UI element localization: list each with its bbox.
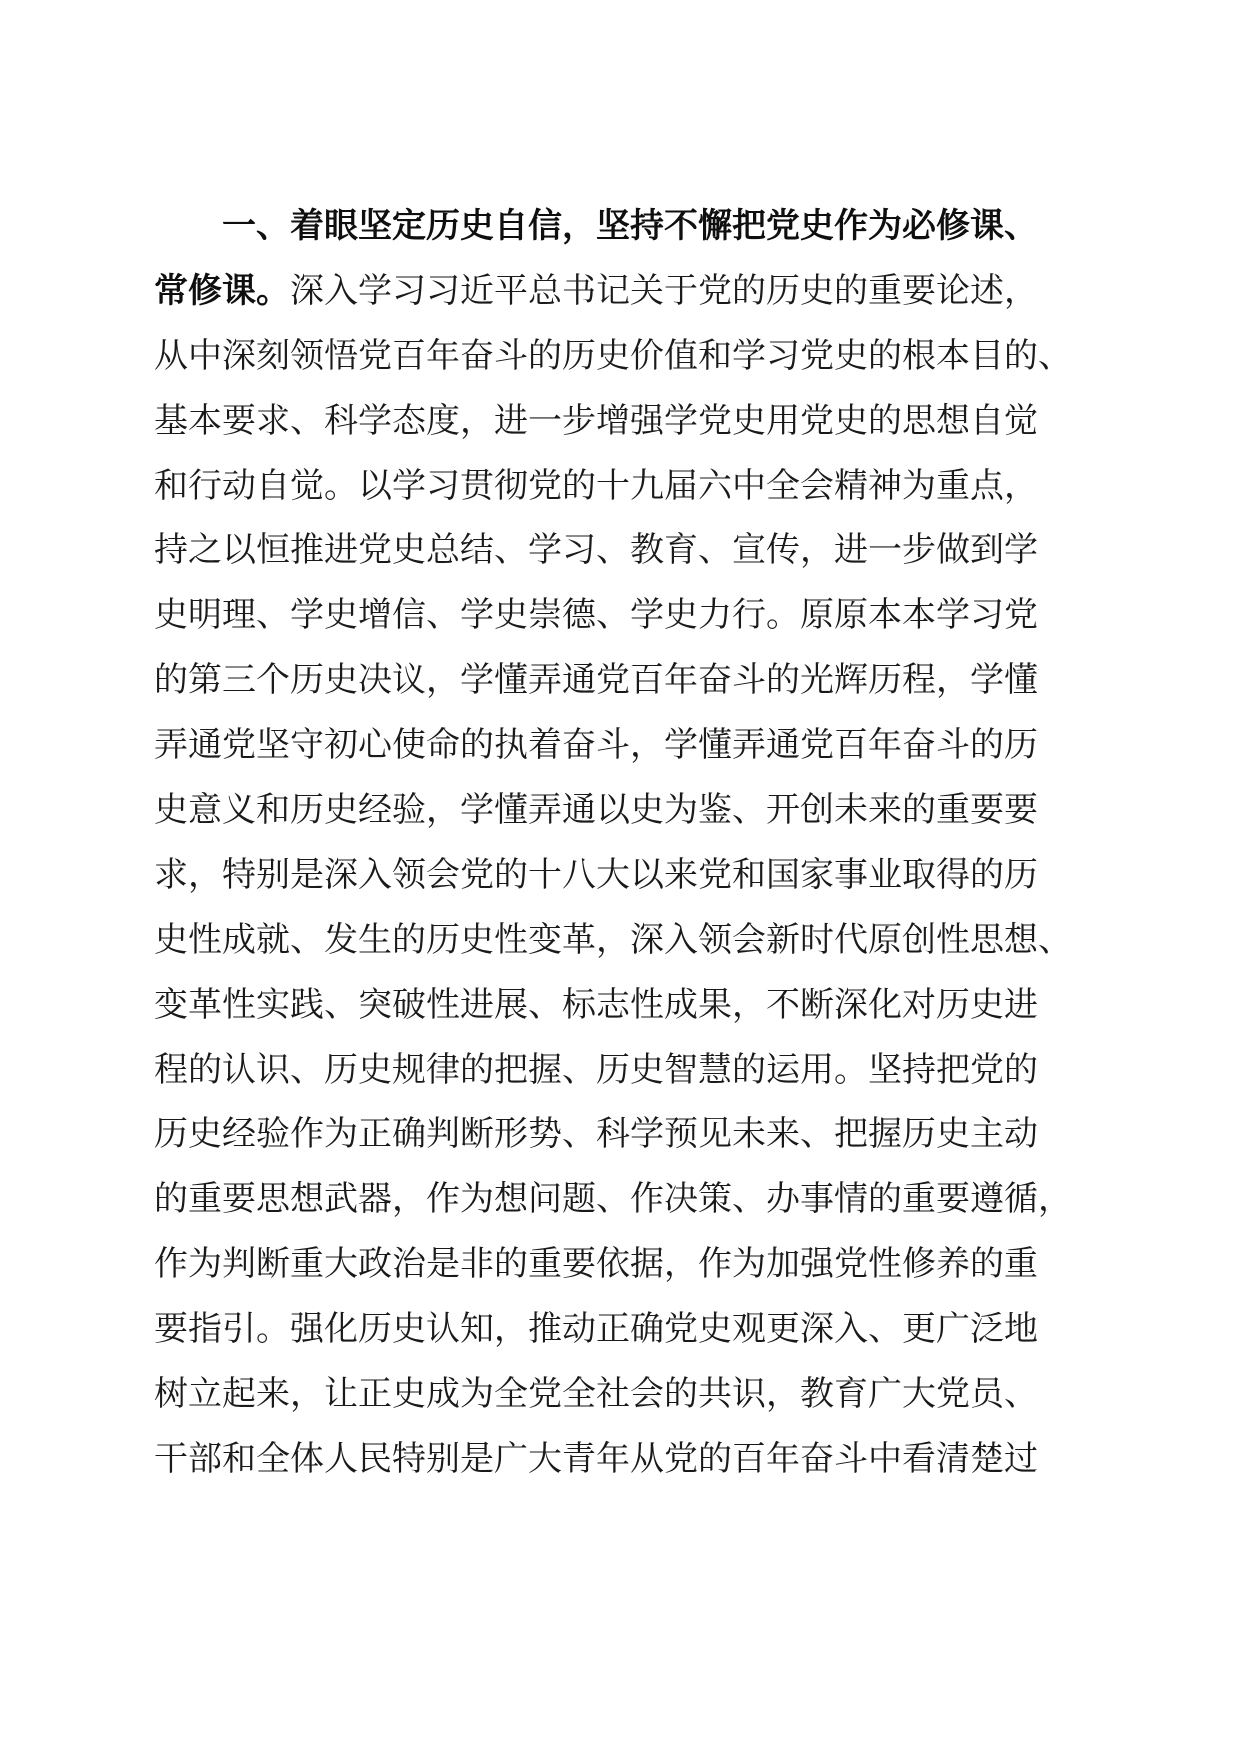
text-line — [154, 454, 1114, 519]
text-line-content: 要指引。强化历史认知，推动正确党史观更深入、更广泛地 — [154, 1309, 1038, 1350]
text-line — [154, 583, 1114, 648]
text-line-content: 求，特别是深入领会党的十八大以来党和国家事业取得的历 — [154, 854, 1038, 895]
paragraph-heading-line — [154, 194, 1114, 259]
text-line — [154, 648, 1114, 713]
text-line — [154, 259, 1114, 324]
text-line-content: 和行动自觉。以学习贯彻党的十九届六中全会精神为重点， — [154, 465, 1038, 506]
body-text — [154, 194, 1114, 1492]
text-line-content: 历史经验作为正确判断形势、科学预见未来、把握历史主动 — [154, 1114, 1038, 1155]
text-line-content: 持之以恒推进党史总结、学习、教育、宣传，进一步做到学 — [154, 530, 1038, 571]
text-line — [154, 778, 1114, 843]
text-line-content: 史性成就、发生的历史性变革，深入领会新时代原创性思想、 — [154, 919, 1072, 960]
text-line-content: 程的认识、历史规律的把握、历史智慧的运用。坚持把党的 — [154, 1049, 1038, 1090]
text-line — [154, 1297, 1114, 1362]
text-line-content: 弄通党坚守初心使命的执着奋斗，学懂弄通党百年奋斗的历 — [154, 725, 1038, 766]
text-line-content: 深入学习习近平总书记关于党的历史的重要论述， — [290, 270, 1038, 311]
text-line — [154, 973, 1114, 1038]
text-line — [154, 713, 1114, 778]
text-line-content: 干部和全体人民特别是广大青年从党的百年奋斗中看清楚过 — [154, 1438, 1038, 1479]
text-line-content: 史明理、学史增信、学史崇德、学史力行。原原本本学习党 — [154, 595, 1038, 636]
text-line-content: 树立起来，让正史成为全党全社会的共识，教育广大党员、 — [154, 1374, 1038, 1415]
text-line — [154, 1427, 1114, 1492]
text-line — [154, 1167, 1114, 1232]
text-line — [154, 1038, 1114, 1103]
section-heading-continued: 常修课。 — [154, 270, 290, 311]
text-line-content: 的第三个历史决议，学懂弄通党百年奋斗的光辉历程，学懂 — [154, 660, 1038, 701]
text-line — [154, 908, 1114, 973]
text-line-content: 从中深刻领悟党百年奋斗的历史价值和学习党史的根本目的、 — [154, 335, 1072, 376]
text-line — [154, 389, 1114, 454]
text-line — [154, 518, 1114, 583]
text-line-content: 作为判断重大政治是非的重要依据，作为加强党性修养的重 — [154, 1244, 1038, 1285]
text-line-content: 基本要求、科学态度，进一步增强学党史用党史的思想自觉 — [154, 400, 1038, 441]
text-line — [154, 1102, 1114, 1167]
text-line-content: 的重要思想武器，作为想问题、作决策、办事情的重要遵循， — [154, 1179, 1072, 1220]
text-line — [154, 324, 1114, 389]
text-line — [154, 843, 1114, 908]
text-line-content: 变革性实践、突破性进展、标志性成果，不断深化对历史进 — [154, 984, 1038, 1025]
text-line — [154, 1362, 1114, 1427]
text-line-content: 史意义和历史经验，学懂弄通以史为鉴、开创未来的重要要 — [154, 790, 1038, 831]
section-heading: 一、着眼坚定历史自信，坚持不懈把党史作为必修课、 — [222, 206, 1038, 246]
text-line — [154, 1232, 1114, 1297]
